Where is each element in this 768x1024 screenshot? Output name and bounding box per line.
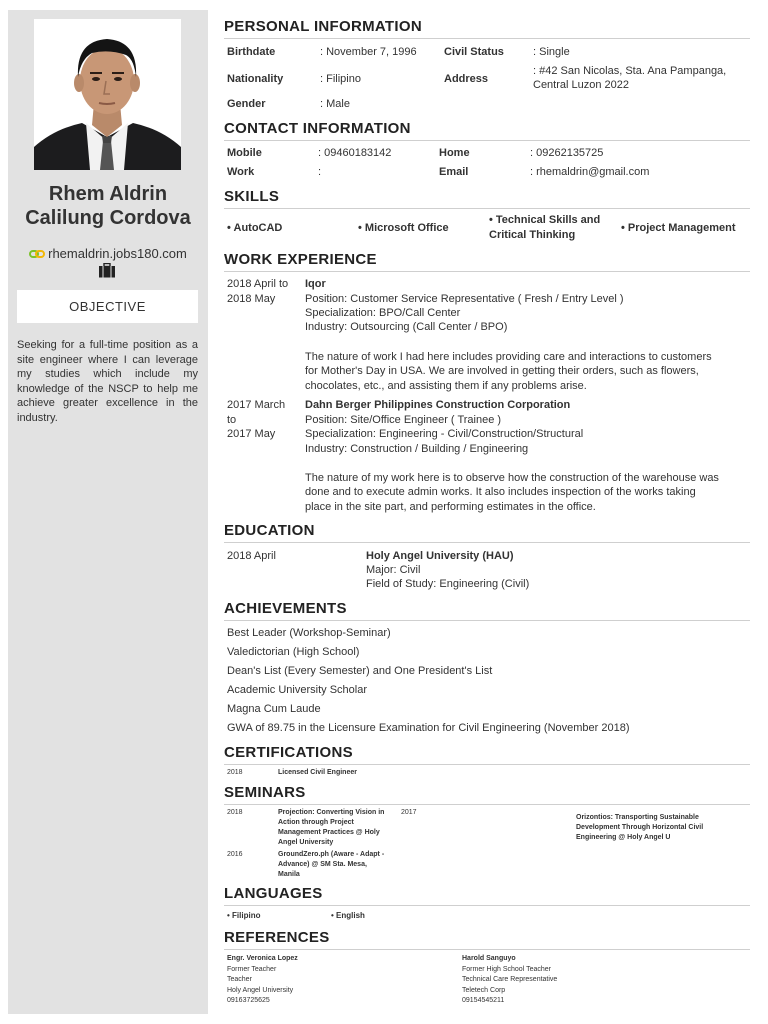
job-position: Position: Site/Office Engineer ( Trainee ) (305, 414, 502, 426)
name-line-1: Rhem Aldrin (48, 183, 168, 205)
reference-detail: Former High School Teacher (462, 965, 551, 973)
sidebar (8, 10, 208, 1014)
certification-year: 2018 (227, 769, 243, 776)
seminar-year: 2016 (227, 851, 243, 858)
reference-name: Harold Sanguyo (462, 955, 516, 962)
seminar-title: Manila (278, 871, 300, 878)
seminar-title: Projection: Converting Vision in (278, 809, 385, 816)
gender-value: : Male (320, 98, 350, 110)
skills-heading: SKILLS (224, 188, 750, 209)
seminar-title: Action through Project (278, 819, 354, 826)
education-heading: EDUCATION (224, 522, 750, 543)
email-label: Email (439, 166, 469, 178)
job-position: Position: Customer Service Representative ( Fresh / Entry Level ) (305, 293, 624, 305)
skill-item: • Microsoft Office (358, 222, 449, 234)
job-date: 2017 May (227, 428, 276, 440)
nationality-label: Nationality (227, 73, 284, 85)
job-specialization: Specialization: BPO/Call Center (305, 307, 461, 319)
reference-detail: Technical Care Representative (462, 976, 558, 983)
briefcase-icon (98, 263, 116, 283)
certification-name: Licensed Civil Engineer (278, 769, 357, 776)
certifications-heading: CERTIFICATIONS (224, 744, 750, 765)
job-date: 2018 April to (227, 278, 289, 290)
job-description: chocolates, etc., and assisting them if any problems arise. (305, 380, 587, 392)
achievements-heading: ACHIEVEMENTS (224, 600, 750, 621)
achievement-item: Valedictorian (High School) (227, 646, 360, 658)
achievement-item: Dean's List (Every Semester) and One President's List (227, 665, 493, 677)
job-company: Dahn Berger Philippines Construction Corporation (305, 399, 571, 411)
work-experience-heading: WORK EXPERIENCE (224, 251, 750, 272)
gender-label: Gender (227, 98, 266, 110)
skill-item-continued: Critical Thinking (489, 229, 576, 241)
reference-detail: Former Teacher (227, 965, 277, 973)
skill-item: • Technical Skills and (489, 214, 601, 226)
reference-name: Engr. Veronica Lopez (227, 955, 298, 962)
job-date: to (227, 414, 237, 426)
job-date: 2018 May (227, 293, 276, 305)
seminar-title: Advance) @ SM Sta. Mesa, (278, 861, 367, 868)
job-description: for Mother's Day in USA. We are involved in getting their orders, such as flowers, (305, 365, 699, 377)
achievement-item: GWA of 89.75 in the Licensure Examination for Civil Engineering (November 2018) (227, 722, 630, 734)
education-date: 2018 April (227, 550, 276, 562)
work-label: Work (227, 166, 255, 178)
languages-heading: LANGUAGES (224, 885, 750, 906)
job-specialization: Specialization: Engineering - Civil/Construction/Structural (305, 428, 584, 440)
job-industry: Industry: Outsourcing (Call Center / BPO) (305, 321, 508, 333)
email-value[interactable]: : rhemaldrin@gmail.com (530, 166, 650, 178)
address-line-1: : #42 San Nicolas, Sta. Ana Pampanga, (533, 65, 727, 77)
seminar-title: Engineering @ Holy Angel U (576, 834, 671, 841)
language-item: • English (331, 911, 365, 920)
seminars-heading: SEMINARS (224, 784, 750, 805)
civil-status-value: : Single (533, 46, 570, 58)
education-major: Major: Civil (366, 564, 421, 576)
mobile-label: Mobile (227, 147, 262, 159)
personal-info-heading: PERSONAL INFORMATION (224, 18, 750, 39)
seminar-title: Development Through Horizontal Civil (576, 824, 704, 831)
reference-detail: Teletech Corp (462, 986, 506, 994)
reference-detail: Teacher (227, 976, 252, 983)
job-description: place in the site part, and performing estimates in the office. (305, 501, 596, 513)
nationality-value: : Filipino (320, 73, 361, 85)
job-description: The nature of my work here is to observe how the construction of the warehouse was (305, 472, 719, 484)
education-field: Field of Study: Engineering (Civil) (366, 578, 530, 590)
achievement-item: Best Leader (Workshop-Seminar) (227, 627, 391, 639)
objective-heading: OBJECTIVE (17, 290, 198, 323)
skill-item: • Project Management (621, 222, 736, 234)
achievement-item: Magna Cum Laude (227, 703, 321, 715)
seminar-title: Management Practices @ Holy (278, 829, 380, 836)
achievement-item: Academic University Scholar (227, 684, 367, 696)
seminar-title: Angel University (278, 839, 334, 846)
contact-info-heading: CONTACT INFORMATION (224, 120, 750, 141)
profile-photo (34, 19, 181, 170)
job-description: done and to execute admin works. It also includes inspection of the works taking (305, 486, 696, 498)
references-heading: REFERENCES (224, 929, 750, 950)
reference-phone: 09154545211 (462, 997, 505, 1004)
birthdate-value: : November 7, 1996 (320, 46, 417, 58)
language-item: • Filipino (227, 911, 261, 920)
website-link[interactable]: rhemaldrin.jobs180.com (48, 246, 187, 261)
seminar-year: 2017 (401, 809, 417, 816)
seminar-title: Orizontios: Transporting Sustainable (576, 814, 699, 821)
job-description: The nature of work I had here includes providing care and interactions to customers (305, 351, 712, 363)
civil-status-label: Civil Status (444, 46, 504, 58)
seminar-year: 2018 (227, 809, 243, 816)
name-line-2: Calilung Cordova (25, 207, 191, 229)
website-row[interactable] (8, 246, 208, 263)
seminar-title: GroundZero.ph (Aware - Adapt - (278, 851, 385, 858)
address-label: Address (444, 73, 489, 85)
reference-phone: 09163725625 (227, 997, 270, 1004)
reference-detail: Holy Angel University (227, 986, 294, 994)
job-industry: Industry: Construction / Building / Engineering (305, 443, 529, 455)
job-company: Iqor (305, 278, 326, 290)
birthdate-label: Birthdate (227, 46, 276, 58)
work-value: : (318, 166, 322, 178)
objective-text: Seeking for a full-time position as a site engineer where I can leverage my studies which include my knowledge of the NSCP to help me achieve greater excellence in the industry. (17, 339, 198, 424)
mobile-value: : 09460183142 (318, 147, 392, 159)
home-value: : 09262135725 (530, 147, 604, 159)
address-line-2: Central Luzon 2022 (533, 79, 630, 91)
job-date: 2017 March (227, 399, 286, 411)
home-label: Home (439, 147, 470, 159)
link-icon (29, 248, 45, 263)
skill-item: • AutoCAD (227, 222, 283, 234)
education-school: Holy Angel University (HAU) (366, 550, 514, 562)
candidate-name (8, 182, 208, 230)
